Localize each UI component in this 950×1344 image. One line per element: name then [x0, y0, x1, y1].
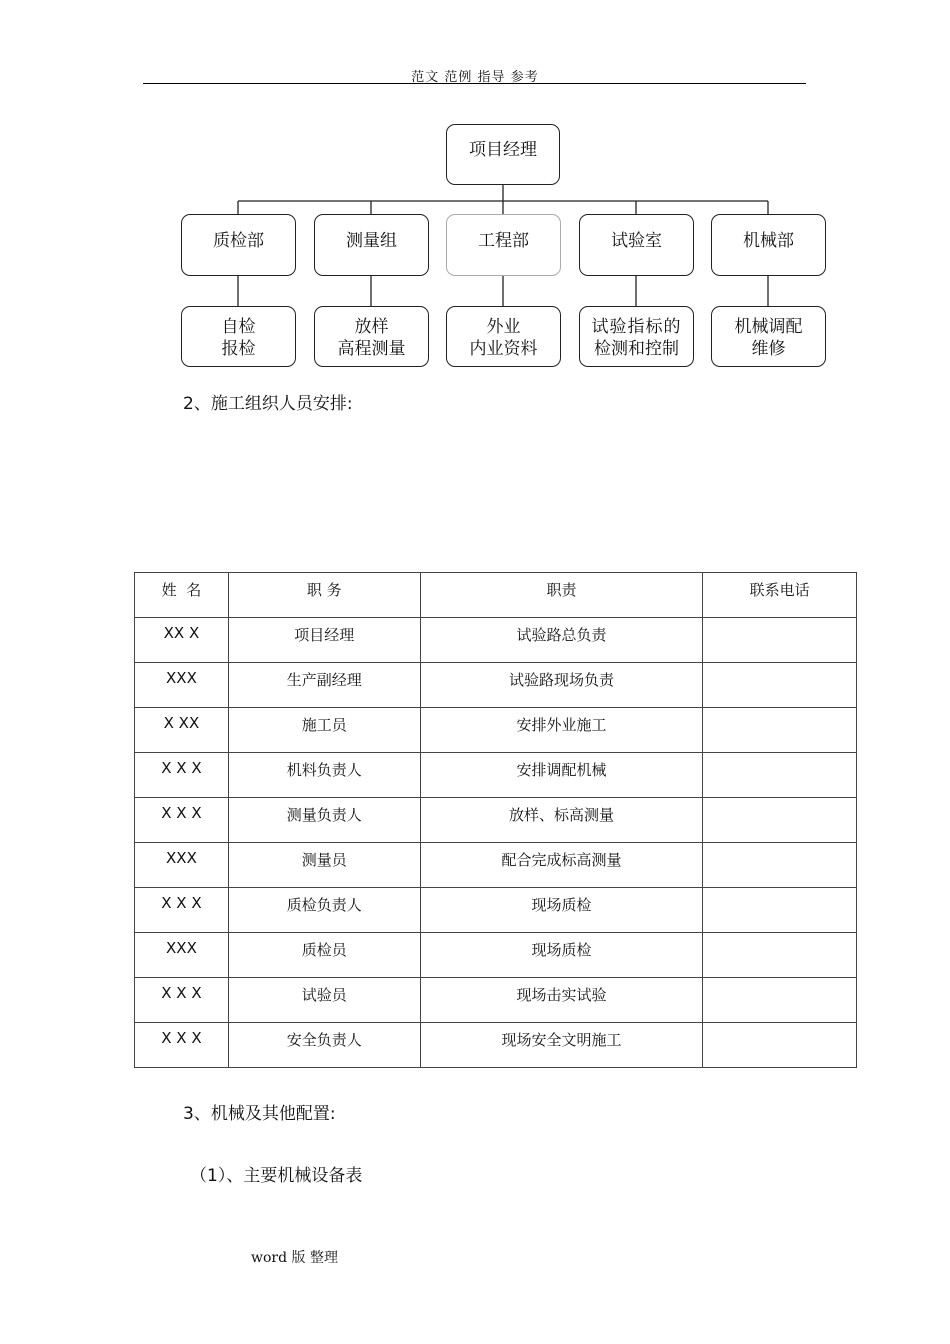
- org-duty-line: 报检: [221, 339, 256, 359]
- org-node-dept: [579, 214, 694, 276]
- table-cell: 试验路总负责: [420, 618, 703, 663]
- table-row: [135, 663, 857, 708]
- table-cell: [703, 1023, 857, 1068]
- table-row: [135, 708, 857, 753]
- table-cell: 安排外业施工: [420, 708, 703, 753]
- org-node-duty: [181, 306, 296, 367]
- table-cell: X X X: [135, 798, 229, 843]
- org-node-dept: [446, 214, 561, 276]
- table-cell: [703, 888, 857, 933]
- table-row: [135, 843, 857, 888]
- table-row: [135, 753, 857, 798]
- org-node-duty: [711, 306, 826, 367]
- table-cell: X X X: [135, 978, 229, 1023]
- table-cell: 机料负责人: [228, 753, 420, 798]
- org-node-duty: [314, 306, 429, 367]
- table-row: [135, 798, 857, 843]
- org-dept-label: 工程部: [478, 231, 529, 251]
- section-heading-staff: 2、施工组织人员安排:: [183, 394, 353, 414]
- table-cell: 测量员: [228, 843, 420, 888]
- table-cell: 测量负责人: [228, 798, 420, 843]
- table-cell: [703, 843, 857, 888]
- table-cell: 质检员: [228, 933, 420, 978]
- table-cell: 生产副经理: [228, 663, 420, 708]
- table-cell: [703, 708, 857, 753]
- org-duty-line: 机械调配: [734, 317, 803, 337]
- table-row: [135, 978, 857, 1023]
- table-cell: [703, 663, 857, 708]
- org-node-root: [446, 124, 560, 185]
- table-cell: [703, 798, 857, 843]
- org-duty-line: 放样: [354, 317, 389, 337]
- table-cell: XXX: [135, 663, 229, 708]
- table-cell: 现场安全文明施工: [420, 1023, 703, 1068]
- org-node-duty: [579, 306, 694, 367]
- table-cell: XXX: [135, 843, 229, 888]
- table-row: [135, 888, 857, 933]
- table-cell: 配合完成标高测量: [420, 843, 703, 888]
- page-footer: word 版 整理: [251, 1250, 338, 1266]
- table-cell: 试验员: [228, 978, 420, 1023]
- table-cell: 质检负责人: [228, 888, 420, 933]
- table-row: [135, 618, 857, 663]
- table-row: [135, 933, 857, 978]
- table-cell: 现场质检: [420, 933, 703, 978]
- table-cell: 项目经理: [228, 618, 420, 663]
- table-cell: [703, 933, 857, 978]
- table-cell: X X X: [135, 753, 229, 798]
- table-cell: X X X: [135, 1023, 229, 1068]
- table-cell: XXX: [135, 933, 229, 978]
- table-cell: 放样、标高测量: [420, 798, 703, 843]
- subsection-heading-equipment: （1）、主要机械设备表: [190, 1166, 363, 1186]
- org-node-dept: [181, 214, 296, 276]
- org-duty-line: 检测和控制: [594, 339, 679, 359]
- table-cell: X X X: [135, 888, 229, 933]
- table-cell: 施工员: [228, 708, 420, 753]
- table-cell: [703, 618, 857, 663]
- column-header: 联系电话: [703, 573, 857, 618]
- table-header-row: [135, 573, 857, 618]
- org-dept-label: 质检部: [213, 231, 264, 251]
- table-cell: [703, 753, 857, 798]
- org-duty-line: 外业: [486, 317, 521, 337]
- org-dept-label: 机械部: [743, 231, 794, 251]
- table-cell: X XX: [135, 708, 229, 753]
- org-node-dept: [314, 214, 429, 276]
- org-node-duty: [446, 306, 561, 367]
- page-header: 范文 范例 指导 参考: [411, 70, 539, 85]
- column-header: 职责: [420, 573, 703, 618]
- table-cell: 安排调配机械: [420, 753, 703, 798]
- table-cell: 现场击实试验: [420, 978, 703, 1023]
- org-duty-line: 试验指标的: [591, 317, 682, 337]
- staff-table: [134, 572, 857, 1068]
- table-cell: XX X: [135, 618, 229, 663]
- table-cell: 安全负责人: [228, 1023, 420, 1068]
- table-row: [135, 1023, 857, 1068]
- table-cell: 试验路现场负责: [420, 663, 703, 708]
- section-heading-machinery: 3、机械及其他配置:: [183, 1104, 336, 1124]
- org-duty-line: 高程测量: [337, 339, 406, 359]
- column-header: 职 务: [228, 573, 420, 618]
- org-node-root-label: 项目经理: [469, 140, 537, 160]
- org-dept-label: 测量组: [346, 231, 397, 251]
- table-cell: [703, 978, 857, 1023]
- table-cell: 现场质检: [420, 888, 703, 933]
- column-header: 姓 名: [135, 573, 229, 618]
- org-duty-line: 自检: [221, 317, 256, 337]
- org-node-dept: [711, 214, 826, 276]
- org-dept-label: 试验室: [611, 231, 662, 251]
- org-duty-line: 内业资料: [469, 339, 538, 359]
- org-duty-line: 维修: [751, 339, 786, 359]
